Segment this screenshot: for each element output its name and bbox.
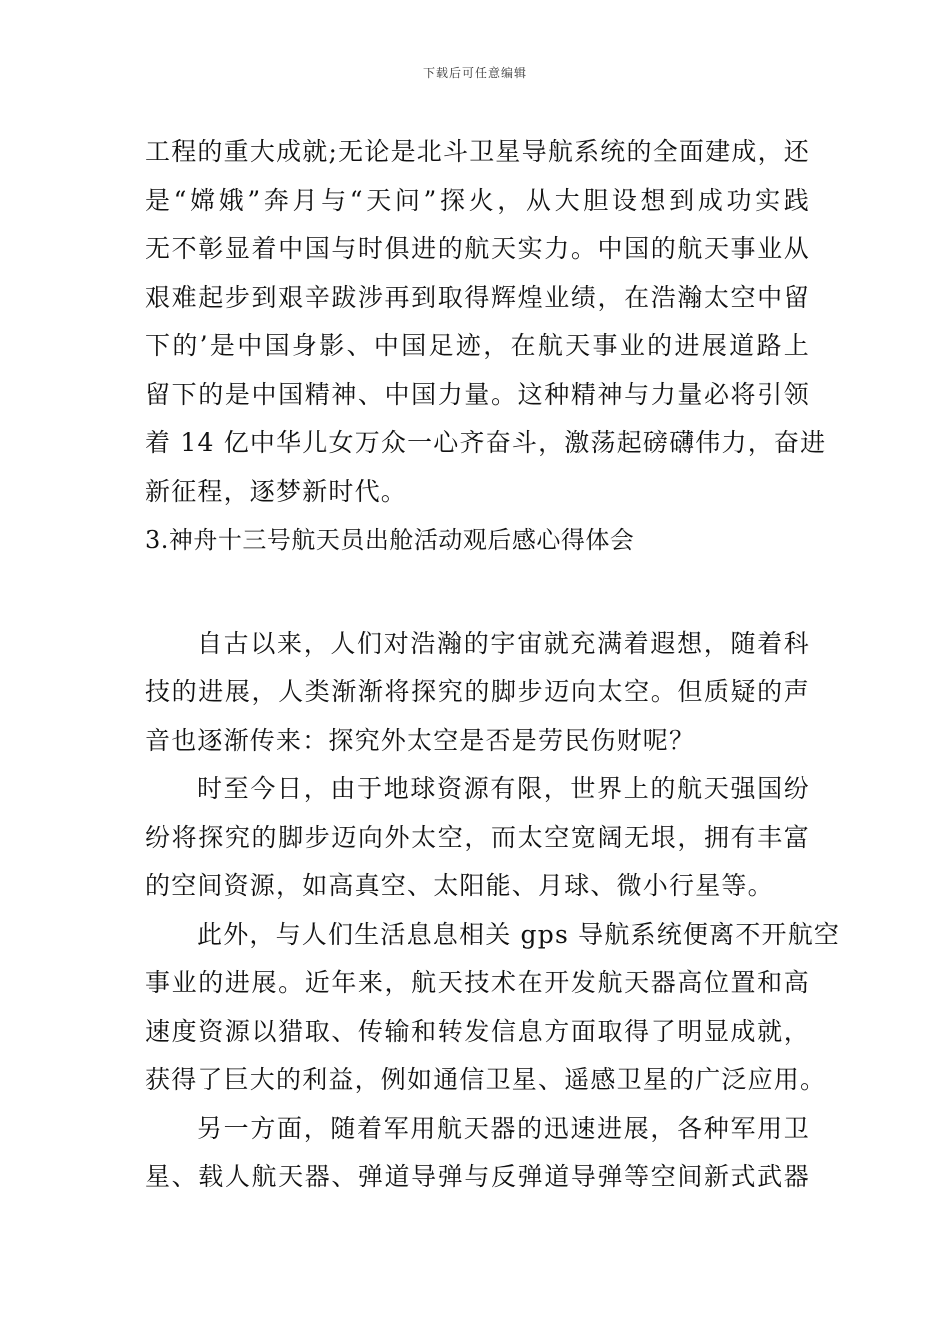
- paragraph-4: [145, 1105, 810, 1202]
- text-line: 速度资源以猎取、传输和转发信息方面取得了明显成就，: [145, 1016, 810, 1046]
- paragraph-1: [145, 620, 810, 766]
- document-body: [145, 128, 841, 1202]
- text-line: 纷将探究的脚步迈向外太空，而太空宽阔无垠，拥有丰富: [145, 822, 810, 852]
- paragraph-3: [145, 911, 841, 1105]
- text-line: 着 14 亿中华儿女万众一心齐奋斗，激荡起磅礴伟力，奋进: [145, 428, 827, 457]
- text-line: 留下的是中国精神、中国力量。这种精神与力量必将引领: [145, 379, 810, 409]
- page-header: 下载后可任意编辑: [422, 66, 527, 80]
- text-line: 音也逐渐传来：探究外太空是否是劳民伤财呢？: [145, 725, 696, 755]
- text-line: 自古以来，人们对浩瀚的宇宙就充满着遐想，随着科: [197, 628, 810, 658]
- text-line: 无不彰显着中国与时俱进的航天实力。中国的航天事业从: [145, 234, 810, 263]
- text-line: 获得了巨大的利益，例如通信卫星、遥感卫星的广泛应用。: [145, 1065, 827, 1094]
- text-line: 技的进展，人类渐渐将探究的脚步迈向太空。但质疑的声: [145, 677, 810, 706]
- text-line: 工程的重大成就;无论是北斗卫星导航系统的全面建成，还: [145, 137, 810, 166]
- text-line: 星、载人航天器、弹道导弹与反弹道导弹等空间新式武器: [145, 1162, 810, 1191]
- text-line: 下的’是中国身影、中国足迹，在航天事业的进展道路上: [145, 331, 810, 360]
- text-line: 此外，与人们生活息息相关 gps 导航系统便离不开航空: [197, 919, 841, 949]
- text-line: 另一方面，随着军用航天器的迅速进展，各种军用卫: [197, 1113, 810, 1143]
- text-line: 事业的进展。近年来，航天技术在开发航天器高位置和高: [145, 968, 810, 997]
- paragraph-2: [145, 765, 810, 911]
- text-line: 的空间资源，如高真空、太阳能、月球、微小行星等。: [145, 871, 774, 900]
- text-line: 艰难起步到艰辛跋涉再到取得辉煌业绩，在浩瀚太空中留: [145, 282, 810, 312]
- text-line: 是“嫦娥”奔月与“天问”探火，从大胆设想到成功实践: [145, 185, 810, 215]
- section-spacer: [145, 565, 810, 620]
- text-line: 新征程，逐梦新时代。: [145, 476, 408, 506]
- text-line: 时至今日，由于地球资源有限，世界上的航天强国纷: [197, 774, 810, 803]
- continuation-paragraph: [145, 128, 827, 516]
- section-heading: 3.神舟十三号航天员出舱活动观后感心得体会: [145, 526, 635, 554]
